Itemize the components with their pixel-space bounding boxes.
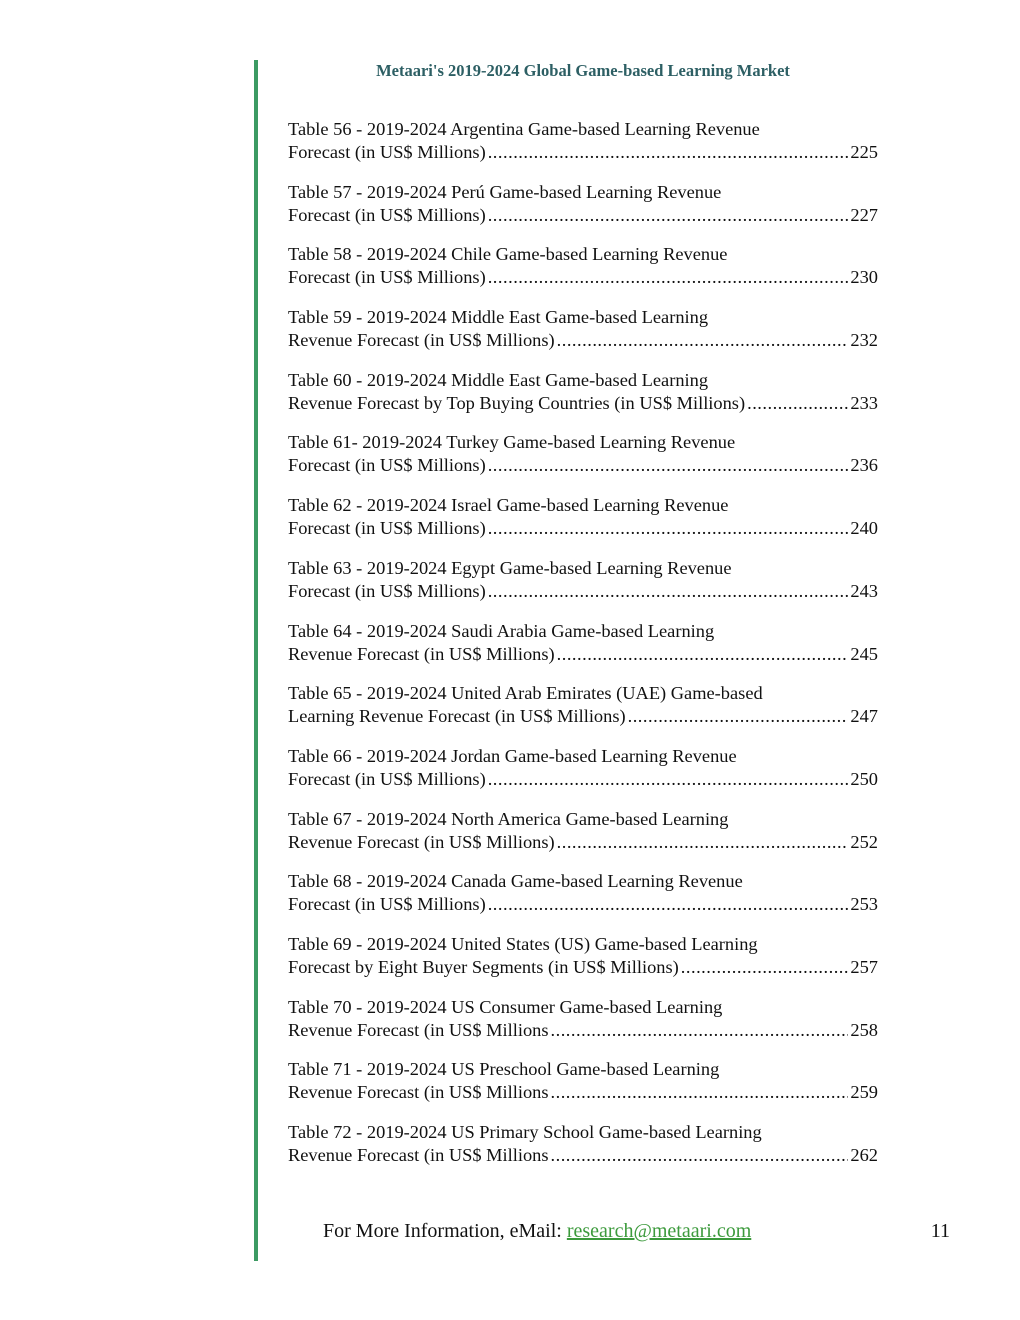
toc-entry-title: Table 56 - 2019-2024 Argentina Game-based Learning Revenue bbox=[288, 119, 760, 139]
toc-entry-title: Table 71 - 2019-2024 US Preschool Game-based Learning bbox=[288, 1059, 720, 1080]
toc-dot-leader bbox=[488, 454, 849, 477]
toc-entry[interactable] bbox=[288, 1121, 878, 1184]
toc-page-number: 245 bbox=[850, 643, 878, 664]
toc-page-number: 233 bbox=[850, 392, 878, 413]
toc-page-number: 225 bbox=[850, 142, 878, 162]
toc-entry-title-continued: Forecast (in US$ Millions) bbox=[288, 142, 486, 162]
toc-dot-leader bbox=[551, 1081, 849, 1104]
toc-entry-title-continued: Revenue Forecast by Top Buying Countries (in US$ Millions) bbox=[288, 392, 746, 413]
toc-entry-title: Table 63 - 2019-2024 Egypt Game-based Learning Revenue bbox=[288, 557, 732, 578]
toc-entry-title: Table 69 - 2019-2024 United States (US) Game-based Learning bbox=[288, 933, 758, 954]
toc-page-number: 240 bbox=[850, 518, 878, 539]
toc-entry-title-continued: Revenue Forecast (in US$ Millions bbox=[288, 1019, 549, 1040]
toc-dot-leader bbox=[488, 266, 849, 289]
toc-entry[interactable] bbox=[288, 243, 878, 306]
toc-entry-title: Table 65 - 2019-2024 United Arab Emirates (UAE) Game-based bbox=[288, 683, 763, 704]
toc-entry[interactable] bbox=[288, 118, 878, 181]
toc-entry[interactable] bbox=[288, 745, 878, 808]
toc-entry-title: Table 70 - 2019-2024 US Consumer Game-based Learning bbox=[288, 996, 723, 1017]
toc-entry-title-continued: Forecast by Eight Buyer Segments (in US$ Millions) bbox=[288, 956, 679, 977]
toc-dot-leader bbox=[557, 831, 849, 854]
toc-page-number: 259 bbox=[850, 1082, 878, 1103]
toc-dot-leader bbox=[557, 329, 849, 352]
toc-page-number: 253 bbox=[850, 894, 878, 915]
toc-dot-leader bbox=[628, 705, 849, 728]
side-accent-rule bbox=[254, 60, 258, 1261]
toc-page-number: 250 bbox=[850, 768, 878, 789]
toc-entry-title-continued: Forecast (in US$ Millions) bbox=[288, 580, 486, 601]
toc-entry[interactable] bbox=[288, 181, 878, 244]
toc-entry-title: Table 64 - 2019-2024 Saudi Arabia Game-based Learning bbox=[288, 620, 715, 641]
toc-entry[interactable] bbox=[288, 306, 878, 369]
toc-entry-title-continued: Revenue Forecast (in US$ Millions) bbox=[288, 330, 555, 351]
toc-entry-title-continued: Forecast (in US$ Millions) bbox=[288, 267, 486, 288]
table-of-contents bbox=[288, 118, 878, 1184]
toc-dot-leader bbox=[488, 893, 849, 916]
toc-dot-leader bbox=[488, 204, 849, 227]
toc-entry-title: Table 67 - 2019-2024 North America Game-based Learning bbox=[288, 808, 729, 829]
toc-entry-title-continued: Forecast (in US$ Millions) bbox=[288, 455, 486, 476]
toc-entry-title: Table 62 - 2019-2024 Israel Game-based Learning Revenue bbox=[288, 495, 729, 516]
toc-entry-title: Table 59 - 2019-2024 Middle East Game-based Learning bbox=[288, 307, 709, 328]
toc-page-number: 262 bbox=[850, 1145, 878, 1165]
toc-entry[interactable] bbox=[288, 933, 878, 996]
toc-entry-title-continued: Revenue Forecast (in US$ Millions bbox=[288, 1082, 549, 1103]
page-header-title: Metaari's 2019-2024 Global Game-based Learning Market bbox=[376, 61, 790, 80]
toc-page-number: 243 bbox=[850, 580, 878, 601]
toc-page-number: 257 bbox=[850, 956, 878, 977]
toc-entry[interactable] bbox=[288, 620, 878, 683]
toc-page-number: 247 bbox=[850, 706, 878, 727]
footer-email-link[interactable]: research@metaari.com bbox=[566, 1220, 752, 1242]
toc-page-number: 258 bbox=[850, 1019, 878, 1040]
toc-entry-title: Table 61- 2019-2024 Turkey Game-based Learning Revenue bbox=[288, 432, 736, 453]
toc-entry-title-continued: Forecast (in US$ Millions) bbox=[288, 894, 486, 915]
toc-entry-title-continued: Forecast (in US$ Millions) bbox=[288, 518, 486, 539]
toc-entry[interactable] bbox=[288, 431, 878, 494]
toc-page-number: 227 bbox=[850, 204, 878, 225]
toc-entry[interactable] bbox=[288, 557, 878, 620]
toc-entry[interactable] bbox=[288, 682, 878, 745]
toc-entry[interactable] bbox=[288, 369, 878, 432]
footer-contact bbox=[323, 1220, 751, 1243]
toc-entry-title-continued: Learning Revenue Forecast (in US$ Millions) bbox=[288, 706, 626, 727]
toc-entry-title-continued: Revenue Forecast (in US$ Millions) bbox=[288, 643, 555, 664]
toc-entry-title: Table 60 - 2019-2024 Middle East Game-based Learning bbox=[288, 369, 709, 390]
toc-dot-leader bbox=[488, 517, 849, 540]
toc-entry-title: Table 58 - 2019-2024 Chile Game-based Learning Revenue bbox=[288, 244, 728, 265]
toc-page-number: 230 bbox=[850, 267, 878, 288]
toc-dot-leader bbox=[551, 1019, 849, 1042]
toc-entry-title: Table 66 - 2019-2024 Jordan Game-based Learning Revenue bbox=[288, 745, 737, 766]
toc-entry-title-continued: Revenue Forecast (in US$ Millions) bbox=[288, 831, 555, 852]
footer-label: For More Information, eMail: bbox=[323, 1220, 567, 1242]
page-number: 11 bbox=[930, 1220, 950, 1242]
toc-entry-title: Table 72 - 2019-2024 US Primary School Game-based Learning bbox=[288, 1122, 762, 1142]
toc-dot-leader bbox=[488, 768, 849, 791]
toc-entry-title-continued: Forecast (in US$ Millions) bbox=[288, 768, 486, 789]
toc-entry-title: Table 68 - 2019-2024 Canada Game-based Learning Revenue bbox=[288, 871, 743, 892]
toc-dot-leader bbox=[557, 643, 849, 666]
toc-dot-leader bbox=[488, 141, 849, 164]
toc-entry-title-continued: Revenue Forecast (in US$ Millions bbox=[288, 1145, 549, 1165]
toc-entry[interactable] bbox=[288, 1058, 878, 1121]
toc-page-number: 232 bbox=[850, 330, 878, 351]
toc-dot-leader bbox=[551, 1144, 849, 1167]
toc-entry-title: Table 57 - 2019-2024 Perú Game-based Learning Revenue bbox=[288, 181, 722, 202]
toc-entry[interactable] bbox=[288, 870, 878, 933]
toc-entry[interactable] bbox=[288, 996, 878, 1059]
toc-page-number: 236 bbox=[850, 455, 878, 476]
toc-dot-leader bbox=[681, 956, 849, 979]
toc-entry-title-continued: Forecast (in US$ Millions) bbox=[288, 204, 486, 225]
toc-dot-leader bbox=[488, 580, 849, 603]
toc-dot-leader bbox=[747, 392, 848, 415]
toc-entry[interactable] bbox=[288, 808, 878, 871]
toc-entry[interactable] bbox=[288, 494, 878, 557]
toc-page-number: 252 bbox=[850, 831, 878, 852]
